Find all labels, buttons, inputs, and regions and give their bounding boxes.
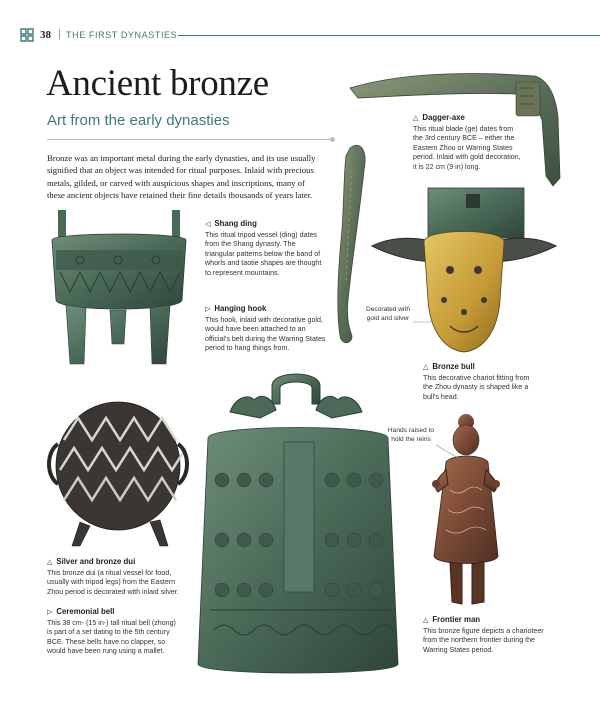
bronze-bull-title: Bronze bull <box>432 362 475 371</box>
pointer-right-icon: ▷ <box>47 609 53 616</box>
pointer-right-icon: ▷ <box>205 306 211 313</box>
shang-ding-text: This ritual tripod vessel (ding) dates from the Shang dynasty. The triangular patterns below the band of whorls and taotie shapes are thought to represent mountains. <box>205 230 322 277</box>
bull-annotation: Decorated with gold and silver <box>366 306 410 322</box>
page-subtitle: Art from the early dynasties <box>47 112 230 129</box>
frontier-man-text: This bronze figure depicts a charioteer from the northern frontier during the Warring States period. <box>423 626 544 654</box>
hanging-hook-title: Hanging hook <box>214 304 267 313</box>
dagger-axe-title: Dagger-axe <box>422 113 465 122</box>
page-title: Ancient bronze <box>46 63 269 104</box>
section-title: THE FIRST DYNASTIES <box>66 30 178 40</box>
intro-paragraph: Bronze was an important metal during the early dynasties, and its use usually signified that an object was intended for ritual purposes. Inlaid with precious metals, gilded, or carved with auspicious shapes and inscriptions, many of these ancient objects have retained their fine details thousands of years later. <box>47 153 316 201</box>
pointer-up-icon: △ <box>423 617 429 624</box>
silver-dui-text: This bronze dui (a ritual vessel for food, usually with tripod legs) from the Eastern Zhou period is decorated with inlaid silver. <box>47 568 179 596</box>
pointer-up-icon: △ <box>47 559 53 566</box>
ceremonial-bell-title: Ceremonial bell <box>56 607 115 616</box>
bronze-bull-text: This decorative chariot fitting from the Zhou dynasty is shaped like a bull's head. <box>423 373 530 401</box>
frontier-man-title: Frontier man <box>432 615 481 624</box>
frontier-man-caption <box>423 615 548 655</box>
ceremonial-bell-text: This 38 cm- (15 in-) tall ritual bell (zhong) is part of a set dating to the 5th century BCE. These bells have no clapper, so would have been rung using a mallet. <box>47 618 176 656</box>
pointer-up-icon: △ <box>413 115 419 122</box>
hanging-hook-text: This hook, inlaid with decorative gold, would have been attached to an official's belt during the Warring States period to hang things from. <box>205 315 326 353</box>
header-separator: | <box>58 28 61 40</box>
dagger-axe-text: This ritual blade (ge) dates from the 3rd century BCE – either the Eastern Zhou or Warring States period. Inlaid with gold decoration, it is 22 cm (9 in) long. <box>413 124 521 171</box>
pointer-up-icon: △ <box>423 364 429 371</box>
pointer-left-icon: ◁ <box>205 221 211 228</box>
man-annotation: Hands raised to hold the reins <box>387 427 435 443</box>
shang-ding-title: Shang ding <box>214 219 257 228</box>
page-number: 38 <box>40 29 51 41</box>
silver-dui-title: Silver and bronze dui <box>56 557 136 566</box>
